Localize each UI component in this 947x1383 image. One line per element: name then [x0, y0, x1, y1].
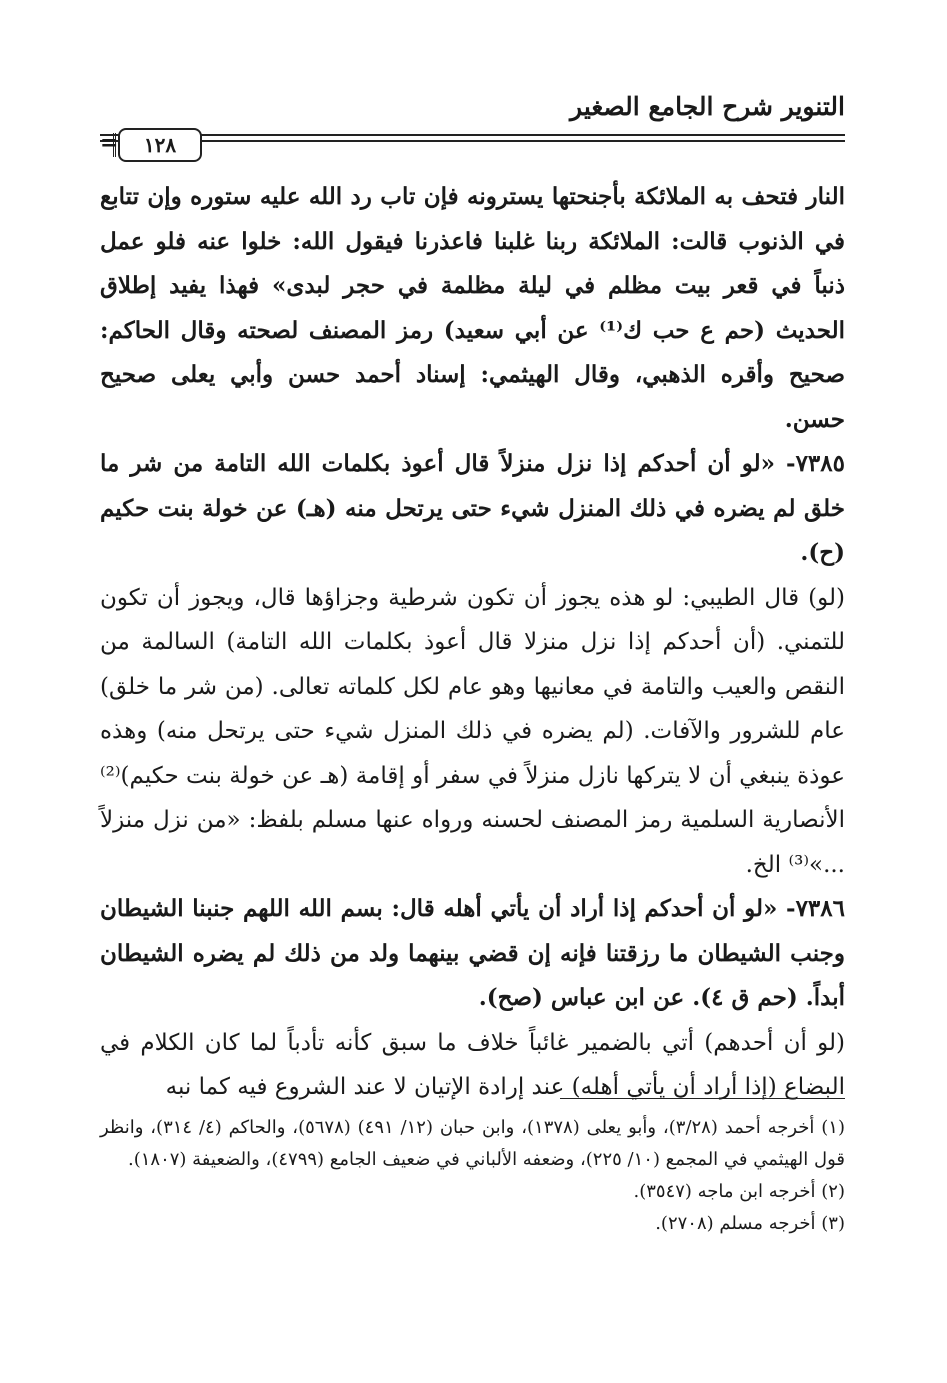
commentary-7385: (لو) قال الطيبي: لو هذه يجوز أن تكون شرطية وجزاؤها قال، ويجوز أن تكون للتمني. (أن أحدكم إذا نزل منزلا قال أعوذ بكلمات الله التامة) السالمة من النقص والعيب والتامة في معانيها وهو عام لكل كلماته تعالى. (من شر ما خلق) عام للشرور والآفات. (لم يضره في ذلك المنزل شيء حتى يرتحل منه) وهذه عوذة ينبغي أن لا يتركها نازل منزلاً في سفر أو إقامة (هـ عن خولة بنت حكيم)⁽²⁾ الأنصارية السلمية رمز المصنف لحسنه ورواه عنها مسلم بلفظ: «من نزل منزلاً ...»⁽³⁾ الخ.	[100, 584, 845, 878]
footnote-separator	[560, 1098, 845, 1099]
main-text	[100, 175, 845, 1110]
header-rule-top	[100, 134, 845, 136]
footnote-1: (١) أخرجه أحمد (٣/٢٨)، وأبو يعلى (١٣٧٨)، وابن حبان (١٢/ ٤٩١) (٥٦٧٨)، والحاكم (٤/ ٣١٤)، وانظر قول الهيثمي في المجمع (١٠/ ٢٢٥)، وضعفه الألباني في ضعيف الجامع (٤٧٩٩)، والضعيفة (١٨٠٧).	[100, 1117, 845, 1170]
hadith-7385: ٧٣٨٥- «لو أن أحدكم إذا نزل منزلاً قال أعوذ بكلمات الله التامة من شر ما خلق لم يضره في ذلك المنزل شيء حتى يرتحل منه (هـ) عن خولة بنت حكيم (ح).	[100, 450, 845, 566]
page-header	[100, 92, 845, 162]
commentary-7386: (لو أن أحدهم) أتي بالضمير غائباً خلاف ما سبق كأنه تأدباً لما كان الكلام في البضاع (إذا أراد أن يأتي أهله) عند إرادة الإتيان لا عند الشروع فيه كما نبه	[100, 1029, 845, 1100]
header-ornament: =	[100, 130, 119, 156]
hadith-7386: ٧٣٨٦- «لو أن أحدكم إذا أراد أن يأتي أهله قال: بسم الله اللهم جنبنا الشيطان وجنب الشيطان ما رزقتنا فإنه إن قضي بينهما ولد من ذلك لم يضره الشيطان أبداً. (حم ق ٤). عن ابن عباس (صح).	[100, 895, 845, 1011]
header-rule-bottom	[100, 140, 845, 142]
paragraph-continuation: النار فتحف به الملائكة بأجنحتها يسترونه فإن تاب رد الله عليه ستوره وإن تتابع في الذنوب قالت: الملائكة ربنا غلبنا فاعذرنا فيقول الله: خلوا عنه فلو عمل ذنباً في قعر بيت مظلم في ليلة مظلمة في حجر لبدى» فهذا يفيد إطلاق الحديث (حم ع حب ك⁽¹⁾ عن أبي سعيد) رمز المصنف لصحته وقال الحاكم: صحيح وأقره الذهبي، وقال الهيثمي: إسناد أحمد حسن وأبي يعلى صحيح حسن.	[100, 183, 846, 433]
footnote-2: (٢) أخرجه ابن ماجه (٣٥٤٧).	[633, 1181, 845, 1202]
book-title: التنوير شرح الجامع الصغير	[570, 92, 845, 121]
page-number: ١٢٨	[118, 128, 202, 162]
footnotes	[100, 1112, 845, 1240]
footnote-3: (٣) أخرجه مسلم (٢٧٠٨).	[655, 1213, 845, 1234]
